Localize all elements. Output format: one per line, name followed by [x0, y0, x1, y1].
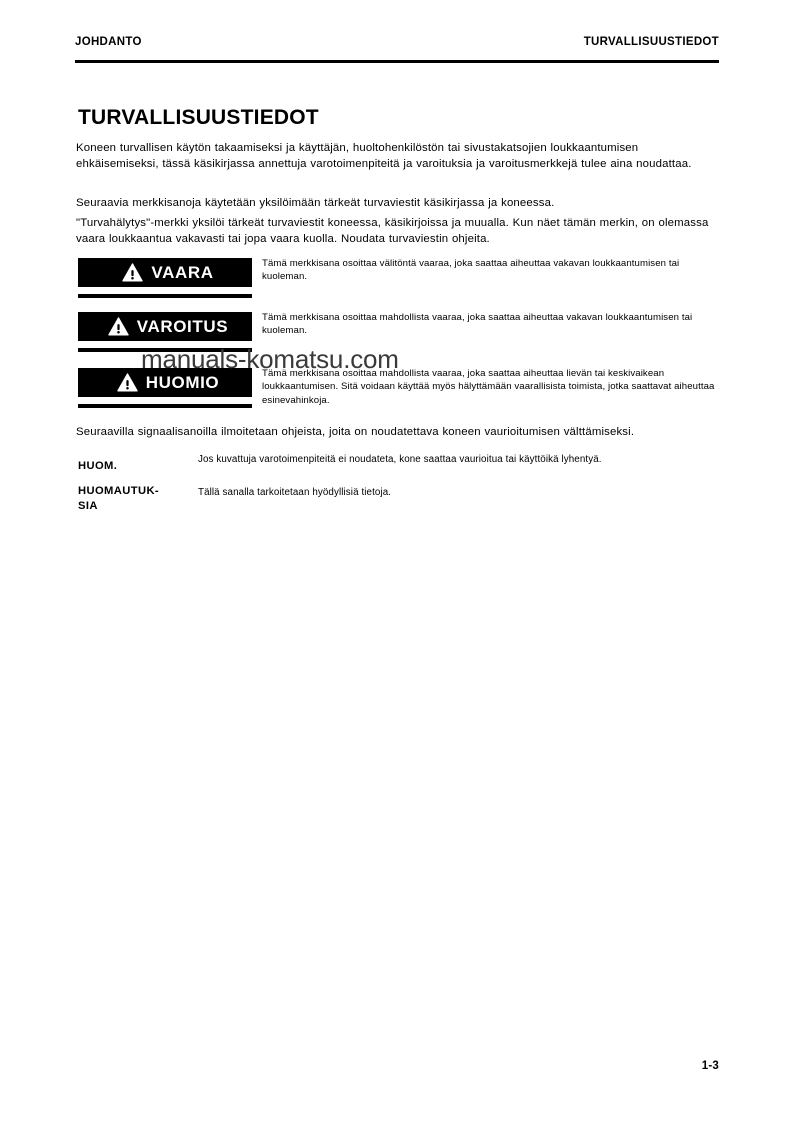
note-term-huom: HUOM.	[78, 460, 118, 472]
warning-triangle-icon	[117, 373, 138, 392]
banner-underline-huomio	[78, 404, 252, 408]
banner-box-vaara	[78, 258, 252, 287]
note-row-huomautuksia	[78, 484, 724, 528]
page-number: 1-3	[701, 1060, 719, 1072]
note-term-huomautuksia: HUOMAUTUK- SIA	[78, 485, 160, 512]
header-chapter-label: JOHDANTO	[75, 36, 142, 48]
signal-banner-varoitus	[78, 312, 724, 358]
signal-banner-huomio	[78, 368, 724, 414]
warning-triangle-icon	[108, 317, 129, 336]
paragraph-intro: Koneen turvallisen käytön takaamiseksi ja käyttäjän, huoltohenkilöstön tai sivustakatsojien loukkaantumisen ehkäisemiseksi, tässä käsikirjassa annettuja varotoimenpiteitä ja varoituksia ja varoitusmerkkejä tulee aina noudattaa.	[76, 142, 692, 170]
banner-box-huomio	[78, 368, 252, 397]
note-row-huom	[78, 451, 724, 481]
note-text-huom: Jos kuvattuja varotoimenpiteitä ei noudateta, kone saattaa vaurioitua tai käyttöikä lyhentyä.	[198, 454, 602, 465]
banner-label-varoitus: VAROITUS	[136, 317, 229, 336]
page-title: TURVALLISUUSTIEDOT	[78, 106, 319, 129]
note-text-huomautuksia: Tällä sanalla tarkoitetaan hyödyllisiä tietoja.	[198, 487, 392, 498]
paragraph-safety-alert: "Turvahälytys"-merkki yksilöi tärkeät turvaviestit koneessa, käsikirjoissa ja muualla. Kun näet tämän merkin, on olemassa vaara loukkaantua vakavasti tai jopa vaara kuolla. Noudata turvaviestin ohjeita.	[76, 217, 709, 245]
running-header	[75, 36, 719, 58]
banner-label-vaara: VAARA	[151, 263, 214, 282]
paragraph-notice-intro: Seuraavilla signaalisanoilla ilmoitetaan ohjeista, joita on noudatettava koneen vaurioitumisen välttämiseksi.	[76, 426, 635, 438]
warning-triangle-icon	[122, 263, 143, 282]
header-section-label: TURVALLISUUSTIEDOT	[583, 36, 719, 48]
banner-underline-vaara	[78, 294, 252, 298]
banner-box-varoitus	[78, 312, 252, 341]
signal-banner-vaara	[78, 258, 724, 304]
banner-description-huomio: Tämä merkkisana osoittaa mahdollista vaaraa, joka saattaa aiheuttaa lievän tai keskivaikean loukkaantumisen. Sitä voidaan käyttää myös hälyttämään vaarallisista toimista, jotka saattavat aiheuttaa esinevahinkoja.	[262, 368, 715, 406]
banner-label-huomio: HUOMIO	[145, 373, 220, 392]
banner-underline-varoitus	[78, 348, 252, 352]
banner-description-vaara: Tämä merkkisana osoittaa välitöntä vaaraa, joka saattaa aiheuttaa vakavan loukkaantumisen tai kuoleman.	[262, 258, 680, 283]
paragraph-signal-words: Seuraavia merkkisanoja käytetään yksilöimään tärkeät turvaviestit käsikirjassa ja koneessa.	[76, 197, 555, 209]
watermark: manuals-komatsu.com	[141, 344, 399, 374]
banner-description-varoitus: Tämä merkkisana osoittaa mahdollista vaaraa, joka saattaa aiheuttaa vakavan loukkaantumisen tai kuoleman.	[262, 312, 693, 337]
header-divider-rule	[75, 60, 719, 63]
